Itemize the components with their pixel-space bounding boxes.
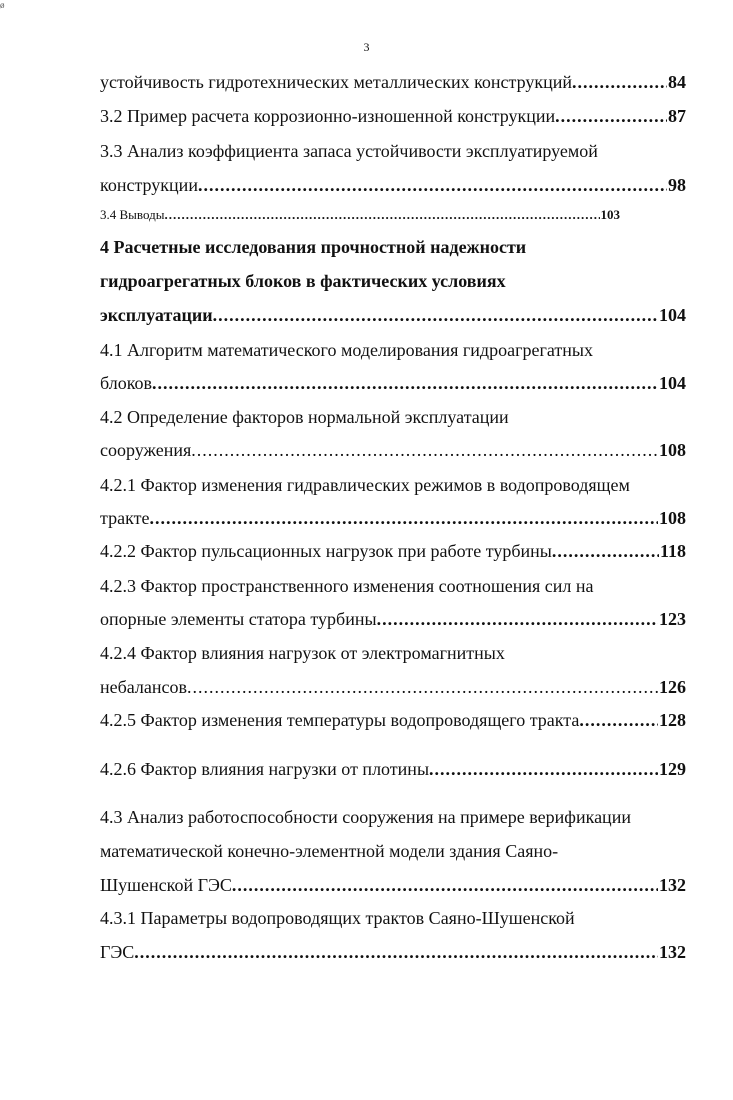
toc-entry-3-3-continued[interactable]: [100, 174, 686, 196]
dot-leader: [579, 709, 658, 731]
dot-leader: [555, 105, 667, 127]
toc-page-number: 108: [659, 440, 686, 460]
toc-entry-text: устойчивость гидротехнических металлических конструкций: [100, 72, 573, 92]
toc-entry-4-2-6[interactable]: [100, 758, 686, 780]
dot-leader: [232, 874, 658, 896]
toc-chapter-4-heading-line-2[interactable]: гидроагрегатных блоков в фактических условиях: [100, 271, 506, 291]
toc-entry-text: 4.2.6 Фактор влияния нагрузки от плотины: [100, 759, 430, 779]
toc-entry-3-4[interactable]: [100, 204, 620, 226]
toc-entry-text: 3.4 Выводы: [100, 207, 165, 222]
toc-entry-4-2-2[interactable]: [100, 540, 686, 562]
toc-entry-4-2-1[interactable]: 4.2.1 Фактор изменения гидравлических режимов в водопроводящем: [100, 475, 630, 495]
toc-entry-4-3-continued[interactable]: [100, 874, 686, 896]
dot-leader: [377, 608, 658, 630]
toc-entry-text: эксплуатации: [100, 305, 213, 325]
dot-leader: [149, 507, 658, 529]
toc-entry-3-2[interactable]: [100, 105, 686, 127]
toc-entry-text: 4.2.2 Фактор пульсационных нагрузок при работе турбины: [100, 541, 552, 561]
toc-entry-4-2-1-continued[interactable]: [100, 507, 686, 529]
toc-entry-text: ГЭС: [100, 942, 135, 962]
dot-leader: [213, 304, 658, 326]
toc-entry-4-2-5[interactable]: [100, 709, 686, 731]
toc-page-number: 103: [600, 207, 620, 222]
dot-leader: [198, 174, 667, 196]
toc-page-number: 132: [659, 942, 686, 962]
toc-entry-3-1-continued[interactable]: [100, 71, 686, 93]
toc-page-number: 128: [659, 710, 686, 730]
toc-page-number: 104: [659, 373, 686, 393]
dot-leader: [187, 676, 658, 698]
dot-leader: [191, 439, 658, 461]
page-number: 3: [363, 40, 370, 54]
toc-entry-4-3-1-continued[interactable]: [100, 941, 686, 963]
scan-corner-mark: ø: [0, 0, 5, 10]
toc-page-number: 118: [659, 541, 686, 561]
dot-leader: [164, 204, 599, 226]
toc-page-number: 129: [659, 759, 686, 779]
toc-entry-text: опорные элементы статора турбины: [100, 609, 377, 629]
toc-entry-4-1-continued[interactable]: [100, 372, 686, 394]
toc-page-number: 132: [659, 875, 686, 895]
toc-entry-4-2[interactable]: 4.2 Определение факторов нормальной эксплуатации: [100, 407, 509, 427]
toc-entry-4-2-3[interactable]: 4.2.3 Фактор пространственного изменения соотношения сил на: [100, 576, 594, 596]
toc-entry-4-2-continued[interactable]: [100, 439, 686, 461]
toc-entry-3-3[interactable]: 3.3 Анализ коэффициента запаса устойчивости эксплуатируемой: [100, 141, 598, 161]
toc-chapter-4-heading-line-3[interactable]: [100, 304, 686, 326]
toc-page-number: 126: [659, 677, 686, 697]
toc-entry-text: 4.2.5 Фактор изменения температуры водопроводящего тракта: [100, 710, 580, 730]
toc-entry-4-3-1[interactable]: 4.3.1 Параметры водопроводящих трактов Саяно-Шушенской: [100, 908, 575, 928]
toc-entry-4-2-4-continued[interactable]: [100, 676, 686, 698]
toc-entry-4-3-line-2[interactable]: математической конечно-элементной модели здания Саяно-: [100, 841, 559, 861]
toc-page-number: 108: [659, 508, 686, 528]
toc-page-number: 98: [668, 175, 686, 195]
toc-page-number: 84: [668, 72, 686, 92]
toc-entry-text: Шушенской ГЭС: [100, 875, 232, 895]
toc-entry-4-2-3-continued[interactable]: [100, 608, 686, 630]
dot-leader: [429, 758, 658, 780]
toc-entry-text: небалансов: [100, 677, 188, 697]
dot-leader: [152, 372, 658, 394]
toc-entry-text: тракте: [100, 508, 150, 528]
toc-page-number: 123: [659, 609, 686, 629]
toc-entry-text: 3.2 Пример расчета коррозионно-изношенной конструкции: [100, 106, 556, 126]
toc-page-number: 104: [659, 305, 686, 325]
dot-leader: [552, 540, 659, 562]
toc-entry-text: блоков: [100, 373, 153, 393]
dot-leader: [572, 71, 667, 93]
toc-entry-4-1[interactable]: 4.1 Алгоритм математического моделирования гидроагрегатных: [100, 340, 593, 360]
toc-chapter-4-heading[interactable]: 4 Расчетные исследования прочностной надежности: [100, 237, 527, 257]
toc-page-number: 87: [668, 106, 686, 126]
toc-entry-4-3[interactable]: 4.3 Анализ работоспособности сооружения на примере верификации: [100, 807, 631, 827]
toc-entry-text: сооружения: [100, 440, 192, 460]
dot-leader: [134, 941, 658, 963]
toc-entry-4-2-4[interactable]: 4.2.4 Фактор влияния нагрузок от электромагнитных: [100, 643, 505, 663]
toc-entry-text: конструкции: [100, 175, 198, 195]
